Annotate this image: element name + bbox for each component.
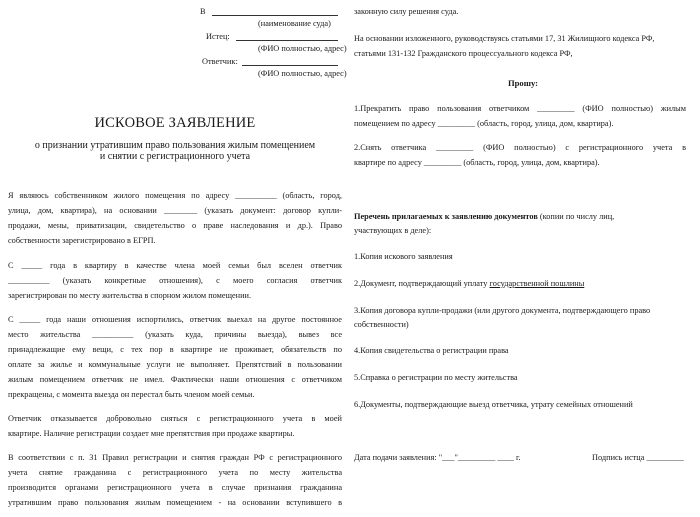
defendant-label: Ответчик:: [202, 57, 238, 66]
paragraph-line: жилым помещением ответчик не имел. Фактически наши отношения с ответчиком: [8, 375, 342, 384]
attachment-item: 5.Справка о регистрации по месту жительства: [354, 373, 518, 382]
paragraph-line: зарегистрирован по месту жительства в спорном жилом помещении.: [8, 291, 252, 300]
attachments-heading-line: [354, 212, 614, 222]
paragraph-line: прекращены, с момента выезда он перестал быть членом моей семьи.: [8, 390, 255, 399]
attachment-item: 1.Копия искового заявления: [354, 252, 453, 261]
defendant-caption: (ФИО полностью, адрес): [258, 69, 347, 78]
plaintiff-caption: (ФИО полностью, адрес): [258, 44, 347, 53]
attachment-text: 2.Документ, подтверждающий уплату: [354, 279, 490, 288]
attachments-note-line: участвующих в деле):: [354, 226, 432, 235]
paragraph-line: улица, дом, квартира), на основании ________ (указать документ: договор купли-: [8, 206, 342, 215]
paragraph-line: квартире. Наличие регистрации создает мне препятствия при продаже квартиры.: [8, 429, 295, 438]
left-column: [8, 0, 347, 517]
defendant-line: [242, 65, 338, 66]
state-fee-link[interactable]: государственной пошлины: [489, 279, 585, 288]
paragraph-line: собственности зарегистрировано в ЕГРП.: [8, 236, 156, 245]
request-line: квартире по адресу _________ (область, город, улица, дом, квартира).: [354, 158, 600, 167]
filing-date: Дата подачи заявления: "___"_________ ____ г.: [354, 453, 521, 462]
paragraph-line: оплате за жилье и коммунальные услуги не выполняет. Препятствий в пользовании: [8, 360, 342, 369]
paragraph-line: В соответствии с п. 31 Правил регистрации и снятия граждан РФ с регистрационного: [8, 453, 342, 462]
plaintiff-line: [236, 40, 338, 41]
plaintiff-signature: Подпись истца _________: [592, 453, 684, 462]
court-prefix: В: [200, 7, 206, 16]
attachment-item: 6.Документы, подтверждающие выезд ответчика, утрату семейных отношений: [354, 400, 633, 409]
right-column: [354, 0, 692, 517]
paragraph-line: законную силу решения суда.: [354, 7, 459, 16]
paragraph-line: __________ (указать конкретные отношения), с моего согласия ответчик: [8, 276, 342, 285]
page-title: ИСКОВОЕ ЗАЯВЛЕНИЕ: [94, 115, 256, 131]
paragraph-line: место жительства __________ (указать куда, причины выезда), вывез все: [8, 330, 342, 339]
request-heading: Прошу:: [507, 78, 539, 88]
basis-line: статьями 131-132 Гражданского процессуального кодекса РФ,: [354, 49, 573, 58]
paragraph-line: Ответчик отказывается добровольно сняться с регистрационного учета в моей: [8, 414, 342, 423]
attachments-note: (копии по числу лиц,: [537, 212, 615, 221]
attachment-item: 4.Копия свидетельства о регистрации права: [354, 346, 509, 355]
subtitle-line-1: о признании утратившим право пользования жилым помещением: [34, 140, 316, 151]
paragraph-line: учета снятие гражданина с регистрационного учета по месту жительства: [8, 468, 342, 477]
request-line: 1.Прекратить право пользования ответчиком _________ (ФИО полностью) жилым: [354, 104, 686, 113]
paragraph-line: утратившим право пользования жилым помещением - на основании вступившего в: [8, 498, 342, 507]
attachments-heading: Перечень прилагаемых к заявлению документов: [354, 212, 538, 221]
paragraph-line: С _____ года наши отношения испортились, ответчик выехал на другое постоянное: [8, 315, 342, 324]
court-caption: (наименование суда): [258, 19, 331, 28]
plaintiff-label: Истец:: [206, 32, 230, 41]
request-line: 2.Снять ответчика _________ (ФИО полностью) с регистрационного учета в: [354, 143, 686, 152]
paragraph-line: производится органами регистрационного учета в случае признания гражданина: [8, 483, 342, 492]
court-line: [212, 15, 338, 16]
attachment-item: собственности): [354, 320, 409, 329]
attachment-item: [354, 279, 584, 289]
paragraph-line: продажи, мены, приватизации, свидетельство о праве наследования и др.). Право: [8, 221, 342, 230]
paragraph-line: С _____ года в квартиру в качестве члена моей семьи был вселен ответчик: [8, 261, 342, 270]
paragraph-line: принадлежащие ему вещи, с тех пор в квартире не проживает, обязательств по: [8, 345, 342, 354]
request-line: помещением по адресу _________ (область, город, улица, дом, квартира).: [354, 119, 614, 128]
paragraph-line: Я являюсь собственником жилого помещения по адресу __________ (область, город,: [8, 191, 342, 200]
attachment-item: 3.Копия договора купли-продажи (или другого документа, подтверждающего право: [354, 306, 651, 315]
subtitle-line-2: и снятии с регистрационного учета: [99, 151, 251, 162]
basis-line: На основании изложенного, руководствуясь статьями 17, 31 Жилищного кодекса РФ,: [354, 34, 655, 43]
